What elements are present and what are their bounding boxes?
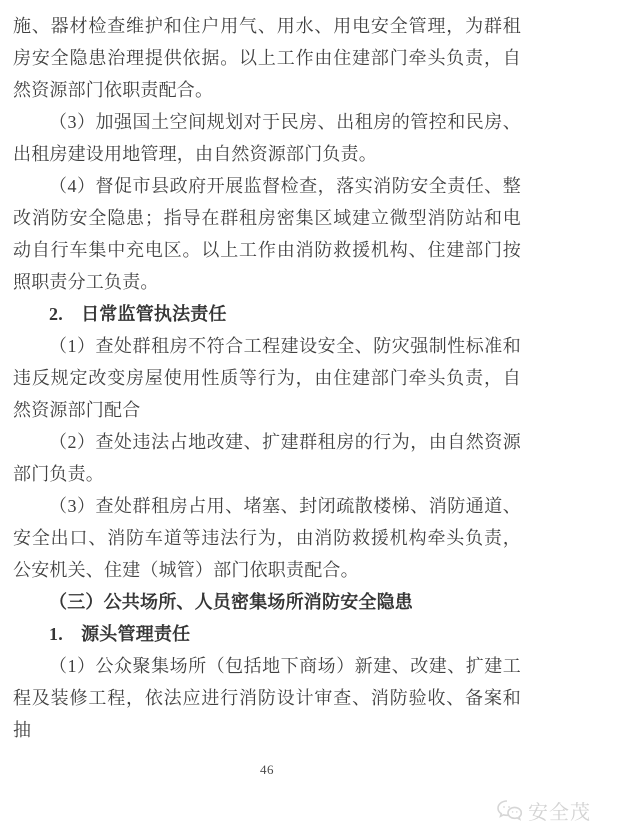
document-body	[13, 10, 521, 746]
watermark	[496, 796, 591, 825]
document-paragraph: （4）督促市县政府开展监督检查，落实消防安全责任、整改消防安全隐患；指导在群租房密集区域建立微型消防站和电动自行车集中充电区。以上工作由消防救援机构、住建部门按照职责分工负责。	[13, 176, 521, 292]
document-paragraph: （3）加强国土空间规划对于民房、出租房的管控和民房、出租房建设用地管理，由自然资源部门负责。	[13, 112, 521, 164]
page-footer	[13, 761, 521, 779]
document-heading: 2. 日常监管执法责任	[49, 304, 227, 324]
document-paragraph: （3）查处群租房占用、堵塞、封闭疏散楼梯、消防通道、安全出口、消防车道等违法行为，由消防救援机构牵头负责，公安机关、住建（城管）部门依职责配合。	[13, 496, 521, 580]
document-paragraph: 施、器材检查维护和住户用气、用水、用电安全管理，为群租房安全隐患治理提供依据。以上工作由住建部门牵头负责，自然资源部门依职责配合。	[13, 16, 521, 100]
watermark-label: 安全茂	[528, 802, 591, 824]
document-paragraph: （1）公众聚集场所（包括地下商场）新建、改建、扩建工程及装修工程，依法应进行消防设计审查、消防验收、备案和抽	[13, 656, 521, 740]
document-paragraph: （2）查处违法占地改建、扩建群租房的行为，由自然资源部门负责。	[13, 432, 521, 484]
page-number: 46	[260, 762, 274, 777]
document-heading: （三）公共场所、人员密集场所消防安全隐患	[49, 592, 413, 612]
document-paragraph: （1）查处群租房不符合工程建设安全、防灾强制性标准和违反规定改变房屋使用性质等行为，由住建部门牵头负责，自然资源部门配合	[13, 336, 521, 420]
document-heading: 1. 源头管理责任	[49, 624, 191, 644]
wechat-logo-icon	[496, 799, 523, 823]
